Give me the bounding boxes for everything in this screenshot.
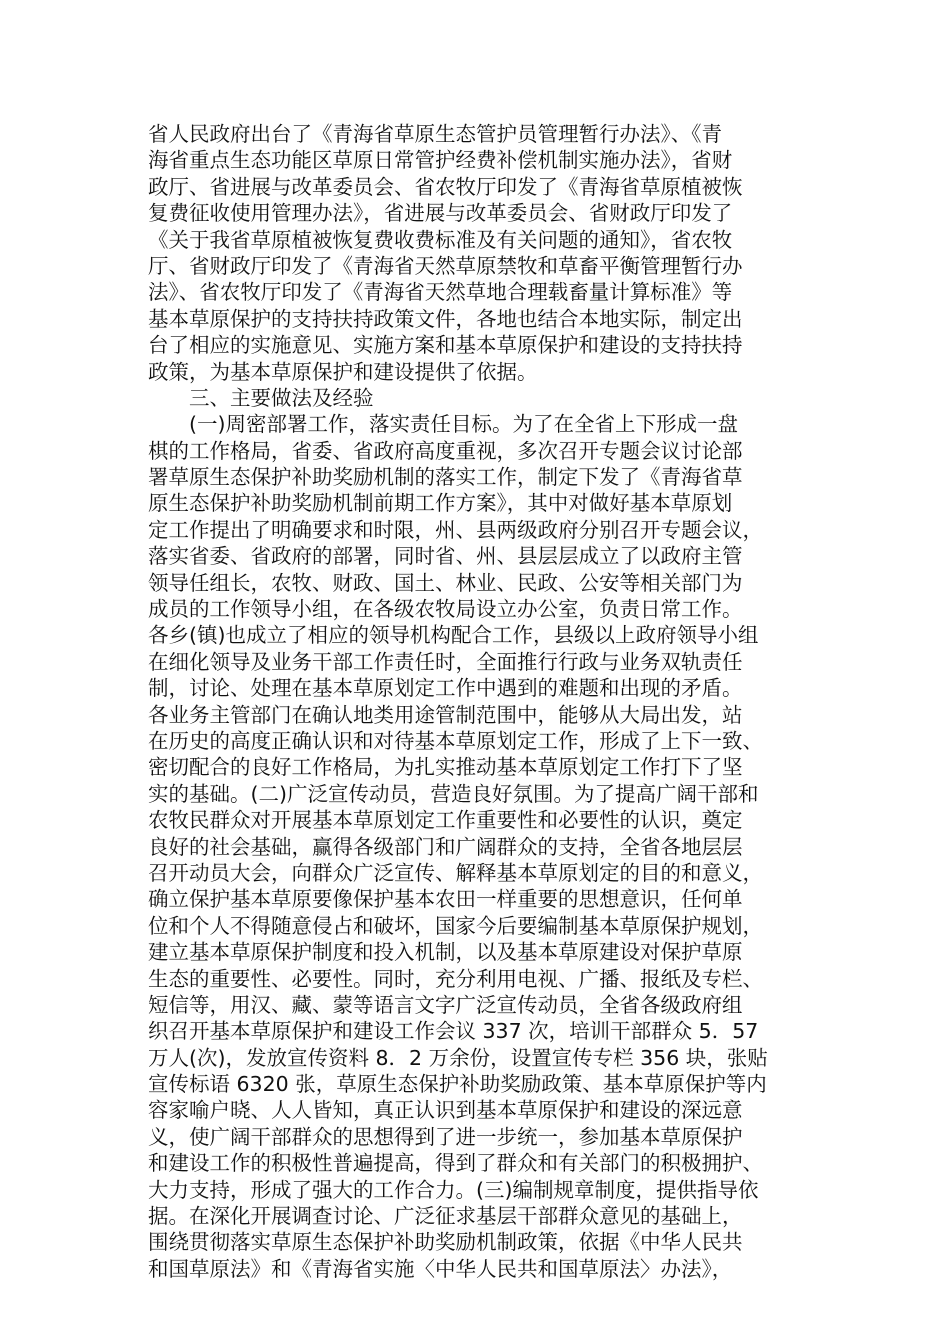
text-line: 各业务主管部门在确认地类用途管制范围中，能够从大局出发，站 <box>148 702 743 727</box>
text-line: 法》、省农牧厅印发了《青海省天然草地合理载畜量计算标准》等 <box>148 280 733 305</box>
text-line: 《关于我省草原植被恢复费收费标准及有关问题的通知》，省农牧 <box>148 227 733 252</box>
text-line: 在细化领导及业务干部工作责任时，全面推行行政与业务双轨责任 <box>148 649 743 674</box>
text-line: 政策，为基本草原保护和建设提供了依据。 <box>148 359 538 384</box>
text-line: 署草原生态保护补助奖励机制的落实工作，制定下发了《青海省草 <box>148 465 743 490</box>
text-line: 良好的社会基础，赢得各级部门和广阔群众的支持，全省各地层层 <box>148 834 743 859</box>
text-line: 围绕贯彻落实草原生态保护补助奖励机制政策，依据《中华人民共 <box>148 1230 743 1255</box>
text-line: 海省重点生态功能区草原日常管护经费补偿机制实施办法》，省财 <box>148 148 733 173</box>
text-line: 和建设工作的积极性普遍提高，得到了群众和有关部门的积极拥护、 <box>148 1151 763 1176</box>
text-line: 各乡(镇)也成立了相应的领导机构配合工作，县级以上政府领导小组 <box>148 623 759 648</box>
text-line: 确立保护基本草原要像保护基本农田一样重要的思想意识，任何单 <box>148 887 743 912</box>
text-line: 台了相应的实施意见、实施方案和基本草原保护和建设的支持扶持 <box>148 333 743 358</box>
text-line: 实的基础。(二)广泛宣传动员，营造良好氛围。为了提高广阔干部和 <box>148 781 759 806</box>
text-line: 成员的工作领导小组，在各级农牧局设立办公室，负责日常工作。 <box>148 597 743 622</box>
text-line: 在历史的高度正确认识和对待基本草原划定工作，形成了上下一致、 <box>148 728 763 753</box>
text-line: 制，讨论、处理在基本草原划定工作中遇到的难题和出现的矛盾。 <box>148 676 743 701</box>
text-line: 召开动员大会，向群众广泛宣传、解释基本草原划定的目的和意义， <box>148 860 763 885</box>
text-line: 和国草原法》和《青海省实施〈中华人民共和国草原法〉办法》， <box>148 1256 733 1281</box>
text-line: 生态的重要性、必要性。同时，充分利用电视、广播、报纸及专栏、 <box>148 966 763 991</box>
text-line: 农牧民群众对开展基本草原划定工作重要性和必要性的认识，奠定 <box>148 808 743 833</box>
document-body <box>148 121 828 1282</box>
text-line: 短信等，用汉、藏、蒙等语言文字广泛宣传动员，全省各级政府组 <box>148 992 743 1017</box>
text-line: 万人(次)，发放宣传资料 8．2 万余份，设置宣传专栏 356 块，张贴 <box>148 1045 768 1070</box>
text-line: 容家喻户晓、人人皆知，真正认识到基本草原保护和建设的深远意 <box>148 1098 743 1123</box>
text-line: 落实省委、省政府的部署，同时省、州、县层层成立了以政府主管 <box>148 544 743 569</box>
text-line: 义，使广阔干部群众的思想得到了进一步统一，参加基本草原保护 <box>148 1124 743 1149</box>
text-line: 三、主要做法及经验 <box>148 385 374 410</box>
text-line: 厅、省财政厅印发了《青海省天然草原禁牧和草畜平衡管理暂行办 <box>148 253 743 278</box>
text-line: 政厅、省进展与改革委员会、省农牧厅印发了《青海省草原植被恢 <box>148 174 743 199</box>
text-line: 原生态保护补助奖励机制前期工作方案》，其中对做好基本草原划 <box>148 491 733 516</box>
text-line: 位和个人不得随意侵占和破坏，国家今后要编制基本草原保护规划， <box>148 913 763 938</box>
text-line: 基本草原保护的支持扶持政策文件，各地也结合本地实际，制定出 <box>148 306 743 331</box>
text-line: 定工作提出了明确要求和时限，州、县两级政府分别召开专题会议， <box>148 517 763 542</box>
text-line: 宣传标语 6320 张，草原生态保护补助奖励政策、基本草原保护等内 <box>148 1072 767 1097</box>
text-line: 大力支持，形成了强大的工作合力。(三)编制规章制度，提供指导依 <box>148 1177 759 1202</box>
text-line: 领导任组长，农牧、财政、国土、林业、民政、公安等相关部门为 <box>148 570 743 595</box>
text-line: (一)周密部署工作，落实责任目标。为了在全省上下形成一盘 <box>148 412 738 437</box>
text-line: 据。在深化开展调查讨论、广泛征求基层干部群众意见的基础上， <box>148 1204 743 1229</box>
text-line: 省人民政府出台了《青海省草原生态管护员管理暂行办法》、《青 <box>148 122 722 146</box>
text-line: 密切配合的良好工作格局，为扎实推动基本草原划定工作打下了坚 <box>148 755 743 780</box>
text-line: 织召开基本草原保护和建设工作会议 337 次，培训干部群众 5．57 <box>148 1019 759 1044</box>
text-line: 棋的工作格局，省委、省政府高度重视，多次召开专题会议讨论部 <box>148 438 743 463</box>
text-line: 复费征收使用管理办法》，省进展与改革委员会、省财政厅印发了 <box>148 201 733 226</box>
text-line: 建立基本草原保护制度和投入机制，以及基本草原建设对保护草原 <box>148 940 743 965</box>
